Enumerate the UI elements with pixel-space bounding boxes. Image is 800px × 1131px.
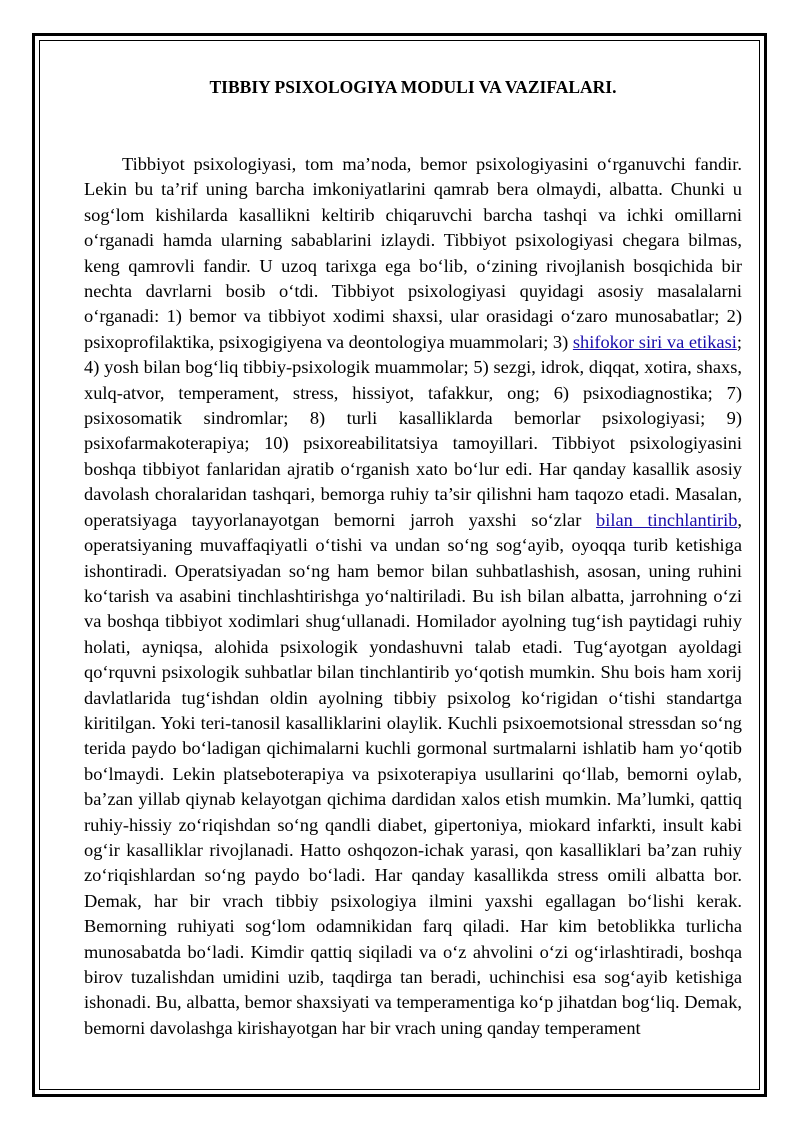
paragraph-text-part-1: Tibbiyot psixologiyasi, tom ma’noda, bemor psixologiyasini o‘rganuvchi fandir. Lekin bu ta’rif uning barcha imkoniyatlarini qamrab bera olmaydi, albatta. Chunki u sog‘lom kishilarda kasallikni keltirib chiqaruvchi barcha tashqi va ichki omillarni o‘rganadi hamda ularning sabablarini izlaydi. Tibbiyot psixologiyasi chegara bilmas, keng qamrovli fandir. U uzoq tarixga ega bo‘lib, o‘zining rivojlanish bosqichida bir nechta davrlarni bosib o‘tdi. Tibbiyot psixologiyasi quyidagi asosiy masalalarni o‘rganadi: 1) bemor va tibbiyot xodimi shaxsi, ular orasidagi o‘zaro munosabatlar; 2) psixoprofilaktika, psixogigiyena va deontologiya muammolari; 3) (84, 154, 742, 352)
document-content (84, 76, 742, 1041)
paragraph-text-part-2: ; 4) yosh bilan bog‘liq tibbiy-psixologik muammolar; 5) sezgi, idrok, diqqat, xotira, shaxs, xulq-atvor, temperament, stress, hissiyot, tafakkur, ong; 6) psixodiagnostika; 7) psixosomatik sindromlar; 8) turli kasalliklarda bemorlar psixologiyasi; 9) psixofarmakoterapiya; 10) psixoreabilitatsiya tamoyillari. Tibbiyot psixologiyasini boshqa tibbiyot fanlaridan ajratib o‘rganish xato bo‘lur edi. Har qanday kasallik asosiy davolash choralaridan tashqari, bemorga ruhiy ta’sir qilishni ham taqozo etadi. Masalan, operatsiyaga tayyorlanayotgan bemorni jarroh yaxshi so‘zlar (84, 331, 742, 530)
body-paragraph (84, 152, 742, 1041)
paragraph-text-part-3: , operatsiyaning muvaffaqiyatli o‘tishi va undan so‘ng sog‘ayib, oyoqqa turib ketishiga ishontiradi. Operatsiyadan so‘ng ham bemor bilan suhbatlashish, asosan, uning ruhini ko‘tarish va asabini tinchlashtirishga yo‘naltiriladi. Bu ish bilan albatta, jarrohning o‘zi va boshqa tibbiyot xodimlari shug‘ullanadi. Homilador ayolning tug‘ish paytidagi ruhiy holati, ayniqsa, alohida psixologik yondashuvni talab etadi. Tug‘ayotgan ayoldagi qo‘rquvni psixologik suhbatlar bilan tinchlantirib yo‘qotish mumkin. Shu bois ham xorij davlatlarida tug‘ishdan oldin ayolning tibbiy psixolog ko‘rigidan o‘tishi standartga kiritilgan. Yoki teri-tanosil kasalliklarini olaylik. Kuchli psixoemotsional stressdan so‘ng terida paydo bo‘ladigan qichimalarni kuchli gormonal surtmalarni ishlatib ham yo‘qotib bo‘lmaydi. Lekin platseboterapiya va psixoterapiya usullarini qo‘llab, bemorni oylab, ba’zan yillab qiynab kelayotgan qichima dardidan xalos etish mumkin. Ma’lumki, qattiq ruhiy-hissiy zo‘riqishdan so‘ng qandli diabet, gipertoniya, miokard infarkti, insult kabi og‘ir kasalliklar rivojlanadi. Hatto oshqozon-ichak yarasi, qon kasalliklari ba’zan ruhiy zo‘riqishlardan so‘ng paydo bo‘ladi. Har qanday kasallikda stress omili albatta bor. Demak, har bir vrach tibbiy psixologiya ilmini yaxshi egallagan bo‘lishi kerak. Bemorning ruhiyati sog‘lom odamnikidan farq qiladi. Har kim betoblikka turlicha munosabatda bo‘ladi. Kimdir qattiq siqiladi va o‘z ahvolini o‘zi og‘irlashtiradi, boshqa birov tuzalishdan umidini uzib, taqdirga tan beradi, uchinchisi esa sog‘ayib ketishiga ishonadi. Bu, albatta, bemor shaxsiyati va temperamentiga ko‘p jihatdan bog‘liq. Demak, bemorni davolashga kirishayotgan har bir vrach uning qanday temperament (84, 509, 742, 1038)
link-bilan-tinchlantirib[interactable]: bilan tinchlantirib (596, 509, 738, 530)
link-shifokor-siri-va-etikasi[interactable]: shifokor siri va etikasi (572, 331, 737, 352)
document-title: TIBBIY PSIXOLOGIYA MODULI VA VAZIFALARI. (209, 77, 617, 97)
